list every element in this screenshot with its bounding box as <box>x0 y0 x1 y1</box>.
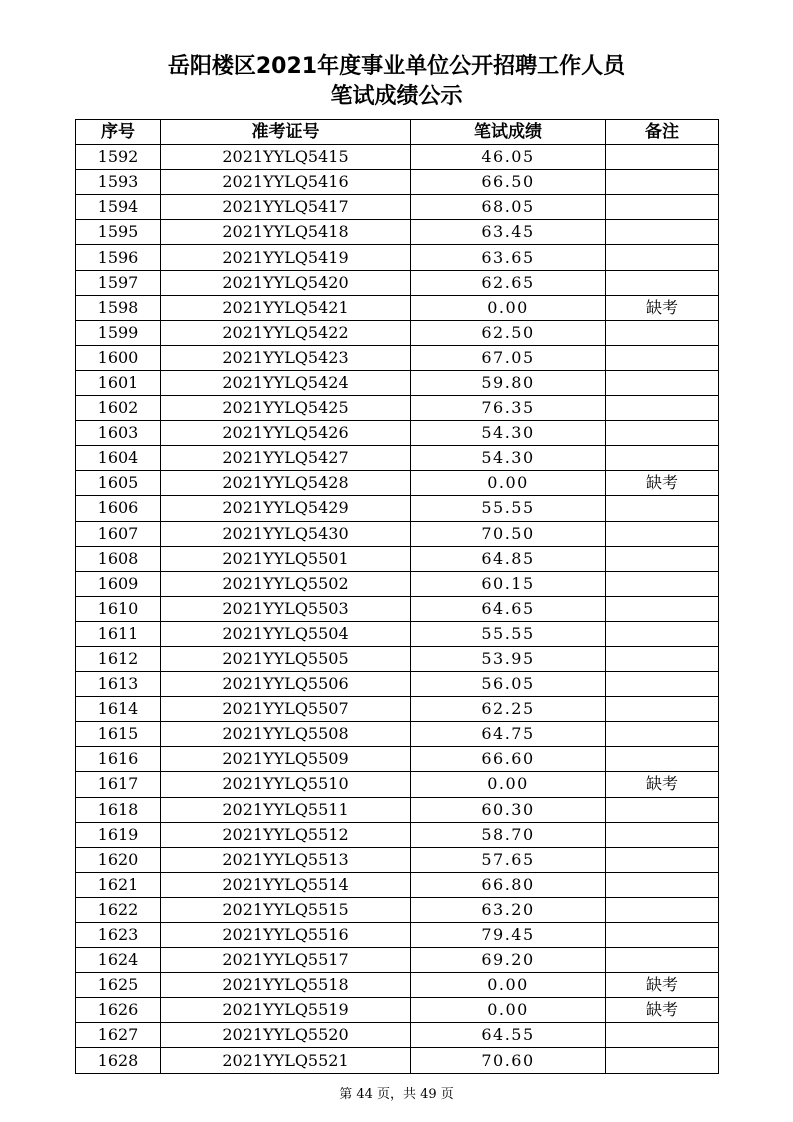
table-row <box>76 697 719 722</box>
remark-cell <box>606 521 719 546</box>
remark-cell <box>606 596 719 621</box>
score-cell: 55.55 <box>411 621 606 646</box>
table-row <box>76 571 719 596</box>
score-cell: 79.45 <box>411 923 606 948</box>
serial-cell: 1626 <box>76 998 161 1023</box>
remark-cell: 缺考 <box>606 772 719 797</box>
score-cell: 46.05 <box>411 145 606 170</box>
exam-number-cell: 2021YYLQ5508 <box>161 722 411 747</box>
serial-cell: 1627 <box>76 1023 161 1048</box>
remark-cell: 缺考 <box>606 471 719 496</box>
serial-cell: 1615 <box>76 722 161 747</box>
table-row <box>76 672 719 697</box>
table-row <box>76 270 719 295</box>
exam-number-cell: 2021YYLQ5517 <box>161 948 411 973</box>
score-cell: 54.30 <box>411 446 606 471</box>
remark-cell <box>606 672 719 697</box>
score-cell: 0.00 <box>411 973 606 998</box>
exam-number-cell: 2021YYLQ5421 <box>161 295 411 320</box>
score-cell: 67.05 <box>411 345 606 370</box>
score-cell: 64.75 <box>411 722 606 747</box>
exam-number-cell: 2021YYLQ5422 <box>161 320 411 345</box>
exam-number-cell: 2021YYLQ5501 <box>161 546 411 571</box>
exam-number-cell: 2021YYLQ5506 <box>161 672 411 697</box>
exam-number-cell: 2021YYLQ5425 <box>161 396 411 421</box>
exam-number-cell: 2021YYLQ5514 <box>161 872 411 897</box>
exam-number-cell: 2021YYLQ5420 <box>161 270 411 295</box>
remark-cell <box>606 546 719 571</box>
serial-cell: 1606 <box>76 496 161 521</box>
table-row <box>76 295 719 320</box>
exam-number-cell: 2021YYLQ5504 <box>161 621 411 646</box>
header-serial: 序号 <box>76 120 161 145</box>
serial-cell: 1620 <box>76 847 161 872</box>
table-row <box>76 897 719 922</box>
score-cell: 68.05 <box>411 195 606 220</box>
score-cell: 56.05 <box>411 672 606 697</box>
exam-number-cell: 2021YYLQ5415 <box>161 145 411 170</box>
score-cell: 0.00 <box>411 471 606 496</box>
score-cell: 63.20 <box>411 897 606 922</box>
table-row <box>76 496 719 521</box>
serial-cell: 1604 <box>76 446 161 471</box>
table-row <box>76 1023 719 1048</box>
exam-number-cell: 2021YYLQ5518 <box>161 973 411 998</box>
exam-number-cell: 2021YYLQ5419 <box>161 245 411 270</box>
remark-cell <box>606 421 719 446</box>
table-row <box>76 847 719 872</box>
serial-cell: 1593 <box>76 170 161 195</box>
serial-cell: 1623 <box>76 923 161 948</box>
remark-cell <box>606 747 719 772</box>
serial-cell: 1594 <box>76 195 161 220</box>
table-row <box>76 948 719 973</box>
table-row <box>76 923 719 948</box>
exam-number-cell: 2021YYLQ5502 <box>161 571 411 596</box>
score-cell: 55.55 <box>411 496 606 521</box>
serial-cell: 1619 <box>76 822 161 847</box>
remark-cell: 缺考 <box>606 973 719 998</box>
serial-cell: 1601 <box>76 370 161 395</box>
exam-number-cell: 2021YYLQ5424 <box>161 370 411 395</box>
serial-cell: 1628 <box>76 1048 161 1073</box>
table-row <box>76 872 719 897</box>
remark-cell <box>606 345 719 370</box>
exam-number-cell: 2021YYLQ5428 <box>161 471 411 496</box>
table-row <box>76 973 719 998</box>
table-row <box>76 596 719 621</box>
exam-number-cell: 2021YYLQ5519 <box>161 998 411 1023</box>
document-title: 岳阳楼区2021年度事业单位公开招聘工作人员 <box>167 54 626 79</box>
serial-cell: 1608 <box>76 546 161 571</box>
remark-cell <box>606 621 719 646</box>
header-score: 笔试成绩 <box>411 120 606 145</box>
serial-cell: 1621 <box>76 872 161 897</box>
score-cell: 53.95 <box>411 646 606 671</box>
exam-number-cell: 2021YYLQ5521 <box>161 1048 411 1073</box>
remark-cell <box>606 722 719 747</box>
score-cell: 63.65 <box>411 245 606 270</box>
score-table <box>75 119 719 1074</box>
score-cell: 76.35 <box>411 396 606 421</box>
remark-cell <box>606 822 719 847</box>
table-row <box>76 646 719 671</box>
exam-number-cell: 2021YYLQ5505 <box>161 646 411 671</box>
table-row <box>76 396 719 421</box>
remark-cell <box>606 496 719 521</box>
exam-number-cell: 2021YYLQ5512 <box>161 822 411 847</box>
serial-cell: 1595 <box>76 220 161 245</box>
exam-number-cell: 2021YYLQ5429 <box>161 496 411 521</box>
exam-number-cell: 2021YYLQ5515 <box>161 897 411 922</box>
remark-cell <box>606 446 719 471</box>
score-cell: 64.55 <box>411 1023 606 1048</box>
score-cell: 64.65 <box>411 596 606 621</box>
serial-cell: 1609 <box>76 571 161 596</box>
exam-number-cell: 2021YYLQ5416 <box>161 170 411 195</box>
serial-cell: 1607 <box>76 521 161 546</box>
remark-cell <box>606 797 719 822</box>
remark-cell <box>606 646 719 671</box>
serial-cell: 1597 <box>76 270 161 295</box>
remark-cell <box>606 170 719 195</box>
remark-cell <box>606 320 719 345</box>
remark-cell <box>606 897 719 922</box>
score-cell: 64.85 <box>411 546 606 571</box>
score-cell: 60.30 <box>411 797 606 822</box>
table-row <box>76 546 719 571</box>
serial-cell: 1624 <box>76 948 161 973</box>
serial-cell: 1605 <box>76 471 161 496</box>
remark-cell <box>606 948 719 973</box>
score-cell: 57.65 <box>411 847 606 872</box>
table-row <box>76 621 719 646</box>
serial-cell: 1600 <box>76 345 161 370</box>
serial-cell: 1603 <box>76 421 161 446</box>
remark-cell <box>606 370 719 395</box>
score-cell: 0.00 <box>411 998 606 1023</box>
score-cell: 60.15 <box>411 571 606 596</box>
serial-cell: 1596 <box>76 245 161 270</box>
table-row <box>76 320 719 345</box>
exam-number-cell: 2021YYLQ5427 <box>161 446 411 471</box>
score-cell: 62.65 <box>411 270 606 295</box>
remark-cell <box>606 396 719 421</box>
table-row <box>76 521 719 546</box>
remark-cell <box>606 872 719 897</box>
score-cell: 0.00 <box>411 295 606 320</box>
table-row <box>76 145 719 170</box>
table-row <box>76 345 719 370</box>
score-cell: 70.50 <box>411 521 606 546</box>
table-row <box>76 471 719 496</box>
table-row <box>76 722 719 747</box>
score-cell: 70.60 <box>411 1048 606 1073</box>
document-subtitle: 笔试成绩公示 <box>330 84 463 109</box>
table-row <box>76 370 719 395</box>
exam-number-cell: 2021YYLQ5418 <box>161 220 411 245</box>
serial-cell: 1602 <box>76 396 161 421</box>
exam-number-cell: 2021YYLQ5520 <box>161 1023 411 1048</box>
score-cell: 0.00 <box>411 772 606 797</box>
table-row <box>76 1048 719 1073</box>
score-cell: 58.70 <box>411 822 606 847</box>
page-footer: 第 44 页，共 49 页 <box>339 1087 454 1102</box>
remark-cell <box>606 923 719 948</box>
serial-cell: 1617 <box>76 772 161 797</box>
header-remark: 备注 <box>606 120 719 145</box>
score-cell: 63.45 <box>411 220 606 245</box>
table-row <box>76 245 719 270</box>
exam-number-cell: 2021YYLQ5507 <box>161 697 411 722</box>
remark-cell <box>606 220 719 245</box>
score-cell: 66.80 <box>411 872 606 897</box>
remark-cell <box>606 145 719 170</box>
remark-cell <box>606 270 719 295</box>
serial-cell: 1612 <box>76 646 161 671</box>
remark-cell <box>606 245 719 270</box>
header-exam-number: 准考证号 <box>161 120 411 145</box>
score-cell: 69.20 <box>411 948 606 973</box>
remark-cell <box>606 847 719 872</box>
table-row <box>76 421 719 446</box>
serial-cell: 1610 <box>76 596 161 621</box>
exam-number-cell: 2021YYLQ5510 <box>161 772 411 797</box>
serial-cell: 1616 <box>76 747 161 772</box>
score-cell: 54.30 <box>411 421 606 446</box>
score-cell: 62.50 <box>411 320 606 345</box>
exam-number-cell: 2021YYLQ5511 <box>161 797 411 822</box>
serial-cell: 1611 <box>76 621 161 646</box>
remark-cell <box>606 697 719 722</box>
serial-cell: 1625 <box>76 973 161 998</box>
remark-cell <box>606 571 719 596</box>
serial-cell: 1598 <box>76 295 161 320</box>
exam-number-cell: 2021YYLQ5509 <box>161 747 411 772</box>
serial-cell: 1592 <box>76 145 161 170</box>
exam-number-cell: 2021YYLQ5430 <box>161 521 411 546</box>
remark-cell <box>606 195 719 220</box>
exam-number-cell: 2021YYLQ5503 <box>161 596 411 621</box>
table-header-row <box>76 120 719 145</box>
serial-cell: 1614 <box>76 697 161 722</box>
serial-cell: 1613 <box>76 672 161 697</box>
exam-number-cell: 2021YYLQ5516 <box>161 923 411 948</box>
score-cell: 66.50 <box>411 170 606 195</box>
remark-cell: 缺考 <box>606 295 719 320</box>
table-row <box>76 220 719 245</box>
serial-cell: 1599 <box>76 320 161 345</box>
score-cell: 62.25 <box>411 697 606 722</box>
exam-number-cell: 2021YYLQ5513 <box>161 847 411 872</box>
serial-cell: 1618 <box>76 797 161 822</box>
exam-number-cell: 2021YYLQ5417 <box>161 195 411 220</box>
table-row <box>76 747 719 772</box>
remark-cell <box>606 1023 719 1048</box>
table-row <box>76 797 719 822</box>
remark-cell <box>606 1048 719 1073</box>
serial-cell: 1622 <box>76 897 161 922</box>
exam-number-cell: 2021YYLQ5426 <box>161 421 411 446</box>
score-cell: 59.80 <box>411 370 606 395</box>
exam-number-cell: 2021YYLQ5423 <box>161 345 411 370</box>
table-row <box>76 195 719 220</box>
table-row <box>76 772 719 797</box>
table-row <box>76 998 719 1023</box>
table-row <box>76 446 719 471</box>
table-row <box>76 170 719 195</box>
remark-cell: 缺考 <box>606 998 719 1023</box>
score-cell: 66.60 <box>411 747 606 772</box>
table-row <box>76 822 719 847</box>
